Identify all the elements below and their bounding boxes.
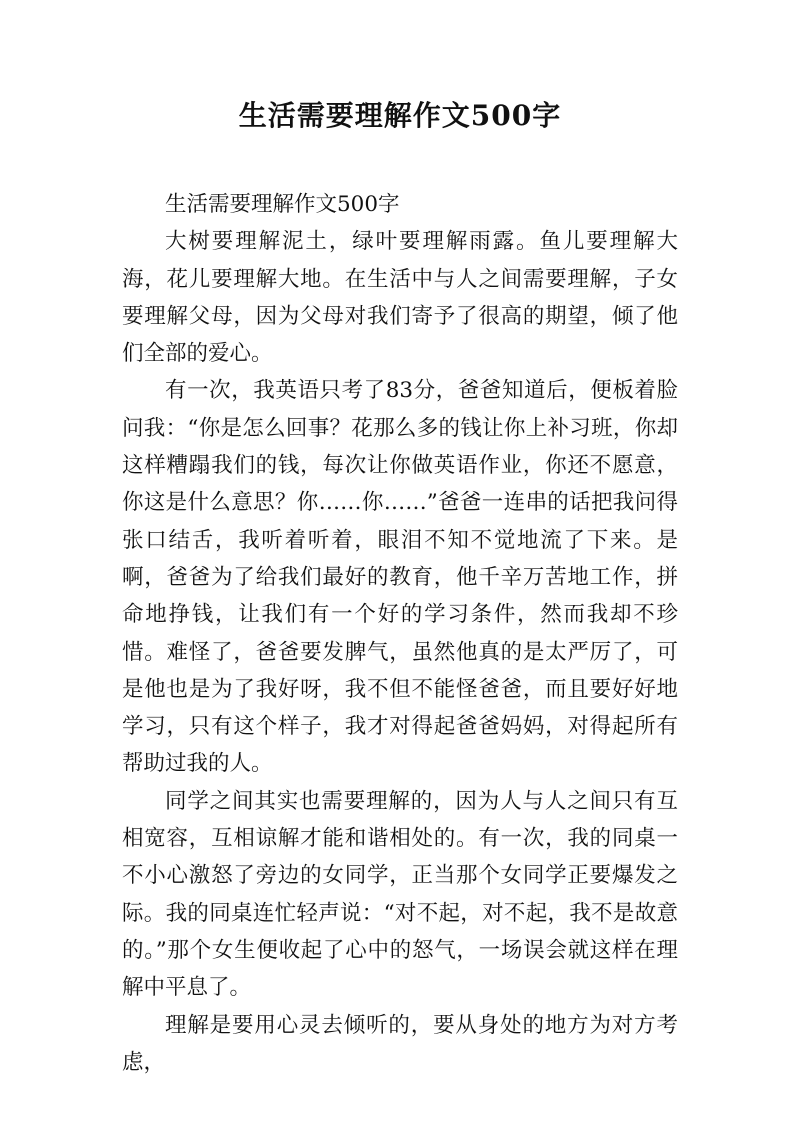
paragraph-4: 理解是要用心灵去倾听的，要从身处的地方为对方考虑， bbox=[122, 1012, 678, 1075]
document-title: 生活需要理解作文500字 bbox=[238, 99, 562, 132]
paragraph-1: 大树要理解泥土，绿叶要理解雨露。鱼儿要理解大海，花儿要理解大地。在生活中与人之间需要理解，子女要理解父母，因为父母对我们寄予了很高的期望，倾了他们全部的爱心。 bbox=[122, 229, 678, 367]
paragraph-2: 有一次，我英语只考了83分，爸爸知道后，便板着脸问我：“你是怎么回事？花那么多的钱让你上补习班，你却这样糟蹋我们的钱，每次让你做英语作业，你还不愿意，你这是什么意思？你……你……”爸爸一连串的话把我问得张口结舌，我听着听着，眼泪不知不觉地流了下来。是啊，爸爸为了给我们最好的教育，他千辛万苦地工作，拼命地挣钱，让我们有一个好的学习条件，然而我却不珍惜。难怪了，爸爸要发脾气，虽然他真的是太严厉了，可是他也是为了我好呀，我不但不能怪爸爸，而且要好好地学习，只有这个样子，我才对得起爸爸妈妈，对得起所有帮助过我的人。 bbox=[122, 378, 678, 777]
document-subtitle: 生活需要理解作文500字 bbox=[165, 192, 400, 217]
paragraph-3: 同学之间其实也需要理解的，因为人与人之间只有互相宽容，互相谅解才能和谐相处的。有一次，我的同桌一不小心激怒了旁边的女同学，正当那个女同学正要爆发之际。我的同桌连忙轻声说：“对不起，对不起，我不是故意的。”那个女生便收起了心中的怒气，一场误会就这样在理解中平息了。 bbox=[122, 788, 678, 1001]
document-body bbox=[122, 186, 678, 1081]
